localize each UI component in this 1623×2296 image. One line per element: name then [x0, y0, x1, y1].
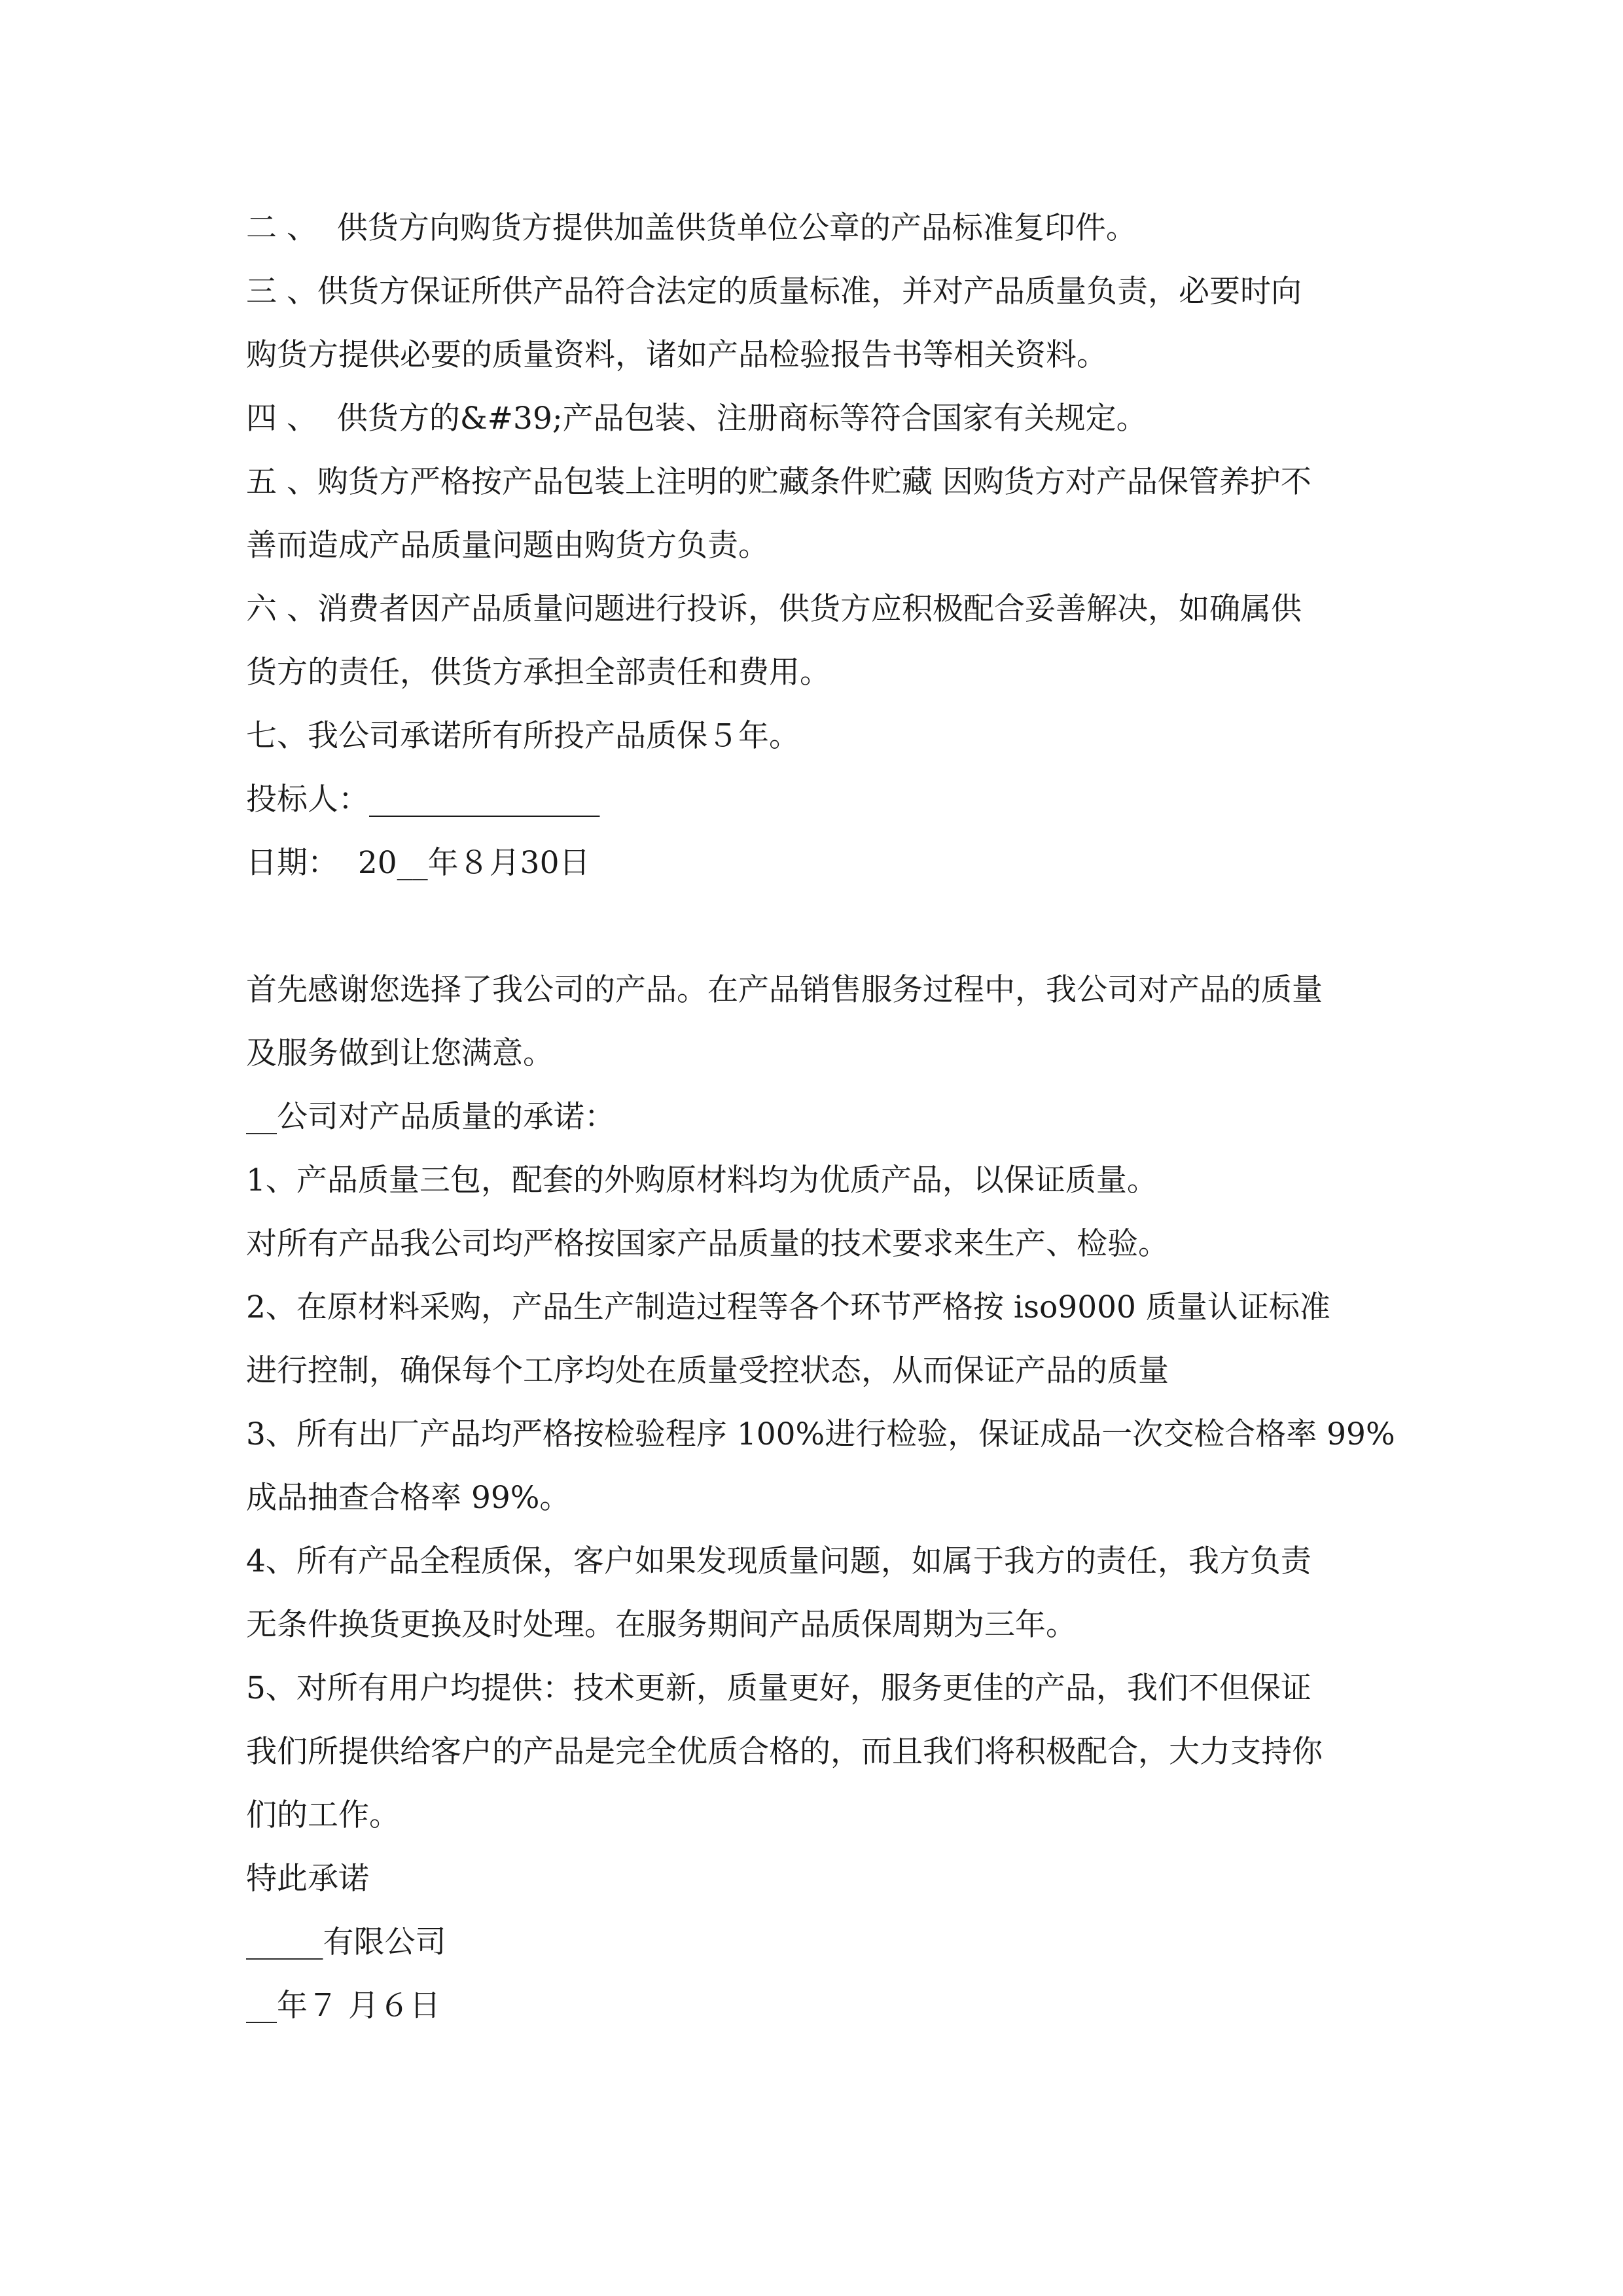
text-line: 进行控制，确保每个工序均处在质量受控状态，从而保证产品的质量	[246, 1353, 1169, 1389]
date-line: __年７ 月６日	[246, 1988, 440, 2024]
text-line: 二 、 供货方向购货方提供加盖供货单位公章的产品标准复印件。	[246, 210, 1137, 246]
text-line: 及服务做到让您满意。	[246, 1035, 554, 1071]
bidder-signature-line: 投标人：_______________	[246, 781, 600, 817]
text-line: 四 、 供货方的&#39;产品包装、注册商标等符合国家有关规定。	[246, 401, 1147, 437]
text-line: 三 、供货方保证所供产品符合法定的质量标准，并对产品质量负责，必要时向	[246, 274, 1302, 310]
closing-line: 特此承诺	[246, 1861, 369, 1897]
text-line: 购货方提供必要的质量资料，诸如产品检验报告书等相关资料。	[246, 337, 1107, 373]
text-line: 们的工作。	[246, 1797, 400, 1833]
text-line: 我们所提供给客户的产品是完全优质合格的，而且我们将积极配合，大力支持你	[246, 1734, 1323, 1770]
quality-terms-section	[246, 196, 1385, 895]
text-line: 4、所有产品全程质保，客户如果发现质量问题，如属于我方的责任，我方负责	[246, 1543, 1311, 1579]
text-line: 对所有产品我公司均严格按国家产品质量的技术要求来生产、检验。	[246, 1226, 1169, 1262]
text-line: 七、我公司承诺所有所投产品质保５年。	[246, 718, 800, 754]
text-line: 货方的责任，供货方承担全部责任和费用。	[246, 655, 830, 691]
text-line: 2、在原材料采购，产品生产制造过程等各个环节严格按 iso9000 质量认证标准	[246, 1289, 1330, 1325]
text-line: __公司对产品质量的承诺：	[246, 1099, 615, 1135]
text-line: 1、产品质量三包，配套的外购原材料均为优质产品，以保证质量。	[246, 1162, 1158, 1198]
text-line: 首先感谢您选择了我公司的产品。在产品销售服务过程中，我公司对产品的质量	[246, 972, 1323, 1008]
text-line: 成品抽查合格率 99%。	[246, 1480, 571, 1516]
text-line: 无条件换货更换及时处理。在服务期间产品质保周期为三年。	[246, 1607, 1077, 1643]
text-line: 3、所有出厂产品均严格按检验程序 100%进行检验，保证成品一次交检合格率 99%	[246, 1416, 1395, 1452]
text-line: 5、对所有用户均提供：技术更新，质量更好，服务更佳的产品，我们不但保证	[246, 1670, 1311, 1706]
date-line: 日期： 20__年８月30日	[246, 845, 590, 881]
text-line: 六 、消费者因产品质量问题进行投诉，供货方应积极配合妥善解决，如确属供	[246, 591, 1302, 627]
document-body	[246, 196, 1395, 2037]
quality-commitment-section	[246, 958, 1395, 2037]
text-line: 善而造成产品质量问题由购货方负责。	[246, 528, 769, 564]
text-line: 五 、购货方严格按产品包装上注明的贮藏条件贮藏 因购货方对产品保管养护不	[246, 464, 1311, 500]
company-signature-line: _____有限公司	[246, 1924, 446, 1960]
section-gap	[246, 895, 1385, 958]
